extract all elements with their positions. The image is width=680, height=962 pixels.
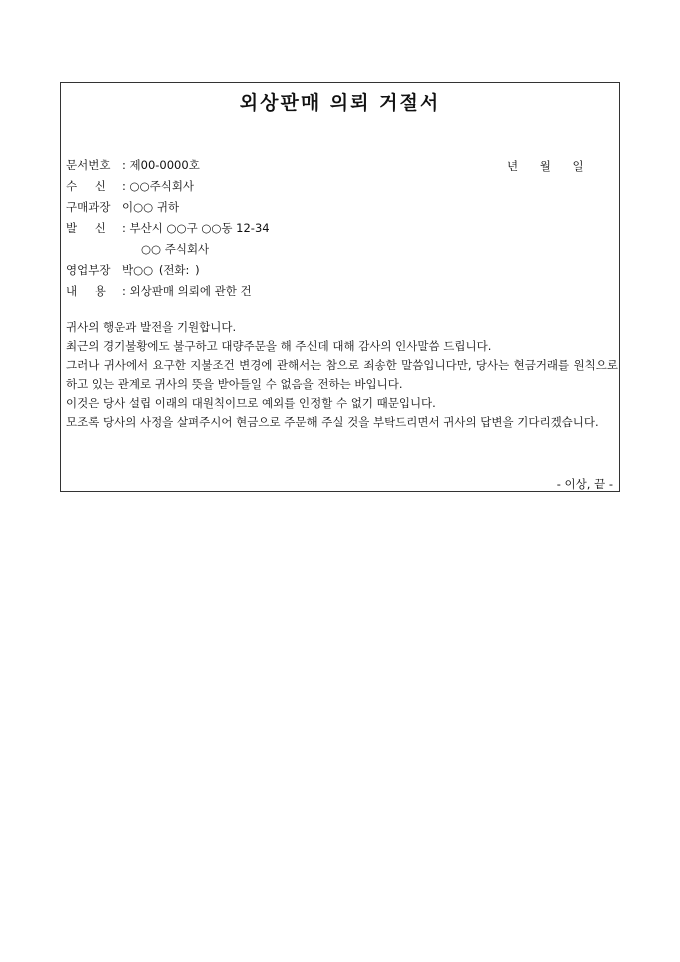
purchasing-manager-label: 구매과장	[66, 200, 111, 214]
paragraph-greeting: 귀사의 행운과 발전을 기원합니다.	[66, 320, 237, 334]
recipient-label: 수 신	[66, 179, 106, 193]
doc-number-row	[66, 158, 200, 172]
doc-number-value: : 제00-0000호	[122, 158, 200, 172]
recipient-value: : ○○주식회사	[122, 179, 195, 193]
document-frame	[60, 82, 620, 492]
subject-value: : 외상판매 의뢰에 관한 건	[122, 284, 252, 298]
sales-manager-label: 영업부장	[66, 263, 111, 277]
document-title: 외상판매 의뢰 거절서	[239, 92, 441, 114]
paragraph-refusal: 그러나 귀사에서 요구한 지불조건 변경에 관해서는 참으로 죄송한 말씀입니다만, 당사는 현금거래를 원칙으로 하고 있는 관계로 귀사의 뜻을 받아들일 수 없음을 전하는 바입니다.	[66, 358, 618, 391]
recipient-row	[66, 179, 194, 193]
date-field: 년 월 일	[507, 159, 584, 173]
sales-manager-value: 박○○ (전화: )	[122, 263, 200, 277]
sender-company: ○○ 주식회사	[141, 242, 210, 256]
subject-row	[66, 284, 252, 298]
sender-row	[66, 221, 270, 235]
doc-number-label: 문서번호	[66, 158, 111, 172]
paragraph-request: 모조록 당사의 사정을 살펴주시어 현금으로 주문해 주실 것을 부탁드리면서 귀사의 답변을 기다리겠습니다.	[66, 415, 599, 429]
paragraph-reason: 이것은 당사 설립 이래의 대원칙이므로 예외를 인정할 수 없기 때문입니다.	[66, 396, 436, 410]
sender-value: : 부산시 ○○구 ○○동 12-34	[122, 221, 270, 235]
purchasing-manager-row	[66, 200, 179, 214]
closing-mark: - 이상, 끝 -	[556, 477, 613, 491]
purchasing-manager-value: 이○○ 귀하	[122, 200, 180, 214]
subject-label: 내 용	[66, 284, 106, 298]
paragraph-thanks: 최근의 경기불황에도 불구하고 대량주문을 해 주신데 대해 감사의 인사말씀 드립니다.	[66, 339, 492, 353]
sender-label: 발 신	[66, 221, 106, 235]
sales-manager-row	[66, 263, 200, 277]
